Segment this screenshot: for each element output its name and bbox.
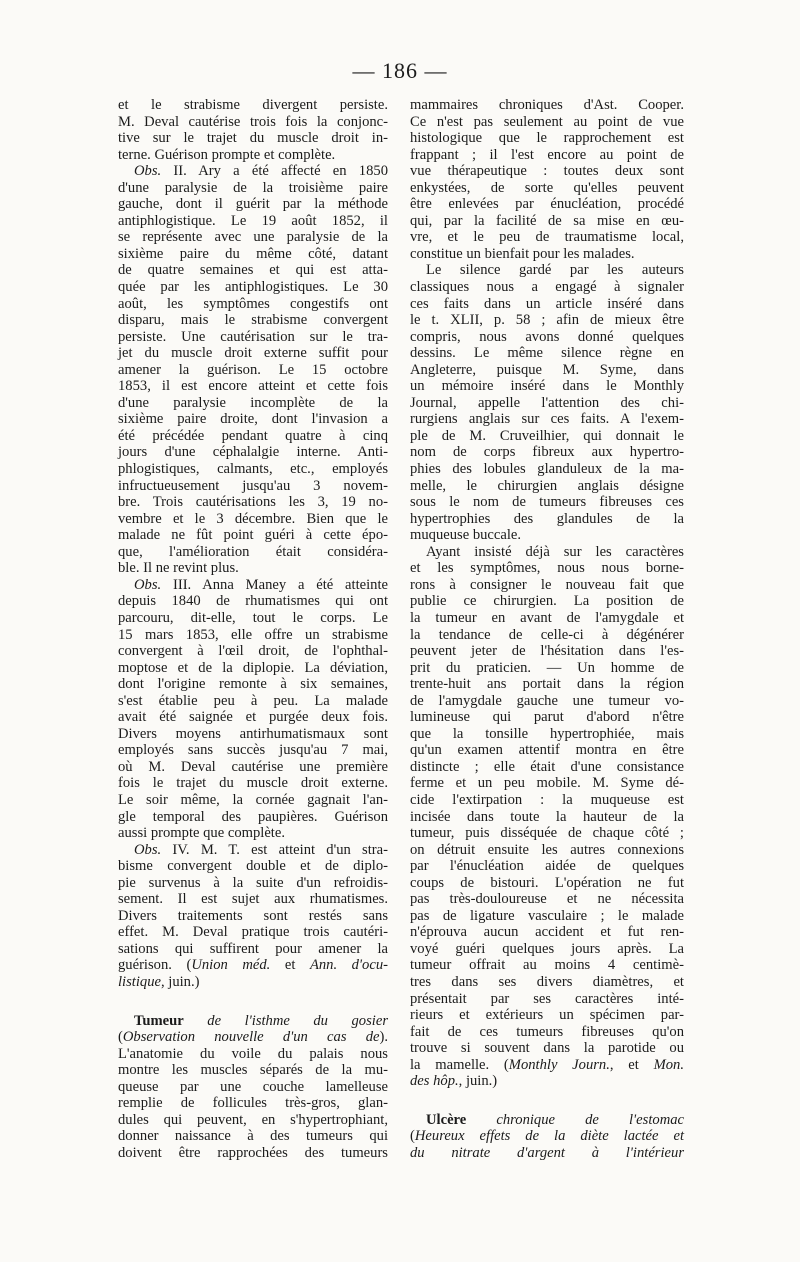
text-line: tive sur le trajet du muscle droit in- xyxy=(118,130,388,147)
text-line: L'anatomie du voile du palais nous xyxy=(118,1045,388,1062)
text-line: publie ce chirurgien. La position de xyxy=(410,593,684,610)
text-line: le t. XLII, p. 58 ; afin de mieux être xyxy=(410,312,684,329)
text-line: Le soir même, la cornée gagnait l'an- xyxy=(118,791,388,808)
text-line: ble. Il ne revint plus. xyxy=(118,560,239,577)
text-line: la tumeur en avant de l'amygdale et xyxy=(410,609,684,626)
text-line: voyé guéri quelques jours après. La xyxy=(410,940,684,957)
text-line: trouve si souvent dans la parotide ou xyxy=(410,1040,684,1057)
text-line: Angleterre, puisque M. Syme, dans xyxy=(410,361,684,378)
text-line: tumeur offrait au moins 4 centimè- xyxy=(410,957,684,974)
text-line: hypertrophies des glandules de la xyxy=(410,510,684,527)
text-line: histologique que le rapprochement est xyxy=(410,130,684,147)
text-line: la tendance de celle-ci à dégénérer xyxy=(410,626,684,643)
text-line: sous le nom de tumeurs fibreuses ces xyxy=(410,494,684,511)
text-line: s'est établie peu à peu. La malade xyxy=(118,692,388,709)
text-line: Tumeur de l'isthme du gosier xyxy=(134,1012,388,1029)
text-line: guérison. (Union méd. et Ann. d'ocu- xyxy=(118,957,388,974)
text-line: classiques nous a engagé à signaler xyxy=(410,279,684,296)
text-line: trente-huit ans portait dans la région xyxy=(410,676,684,693)
text-line: sement. Il est sujet aux rhumatismes. xyxy=(118,891,388,908)
text-line: gle temporal des paupières. Guérison xyxy=(118,808,388,825)
text-line: pas de ligature vasculaire ; le malade xyxy=(410,907,684,924)
text-line: phies des lobules glanduleux de la ma- xyxy=(410,461,684,478)
text-line: dont l'origine remonte à six semaines, xyxy=(118,676,388,693)
text-line: queuse par une couche lamelleuse xyxy=(118,1078,388,1095)
right-column xyxy=(410,97,684,1161)
text-line: où M. Deval cautérise une première xyxy=(118,758,388,775)
text-line: jet du muscle droit externe suffit pour xyxy=(118,345,388,362)
text-line: remplie de follicules très-gros, glan- xyxy=(118,1095,388,1112)
text-line: bisme convergent double et de diplo- xyxy=(118,858,388,875)
text-line: terne. Guérison prompte et complète. xyxy=(118,146,336,163)
text-line: de quatre semaines et qui est atta- xyxy=(118,262,388,279)
text-line: tres dans ses divers diamètres, et xyxy=(410,973,684,990)
text-line: malade ne fût point guéri à cette épo- xyxy=(118,527,388,544)
text-line: tumeur, puis disséquée de chaque côté ; xyxy=(410,825,684,842)
text-line: nom de corps fibreux aux hypertro- xyxy=(410,444,684,461)
text-line: sations qui suffirent pour amener la xyxy=(118,940,388,957)
text-line: phlogistiques, calmants, etc., employés xyxy=(118,461,388,478)
text-line: listique, juin.) xyxy=(118,973,200,990)
text-line: Ayant insisté déjà sur les caractères xyxy=(426,543,684,560)
text-line: et le strabisme divergent persiste. xyxy=(118,97,388,113)
text-line: prit du praticien. — Un homme de xyxy=(410,659,684,676)
text-line: avait été saignée et purgée deux fois. xyxy=(118,709,388,726)
page-number: — 186 — xyxy=(352,58,448,83)
text-line: (Observation nouvelle d'un cas de). xyxy=(118,1029,388,1046)
text-line: pie survenus à la suite d'un refroidis- xyxy=(118,874,388,891)
section-gap xyxy=(118,991,388,1013)
text-line: été précédée pendant quatre à cinq xyxy=(118,427,388,444)
text-line: ferme et un peu mobile. M. Syme dé- xyxy=(410,775,684,792)
text-line: ces faits dans un article inséré dans xyxy=(410,295,684,312)
text-line: qui, par la facilité de sa mise en œu- xyxy=(410,212,684,229)
text-line: antiphlogistique. Le 19 août 1852, il xyxy=(118,212,388,229)
text-line: persiste. Une cautérisation sur le tra- xyxy=(118,328,388,345)
text-line: lumineuse qui parut d'abord n'être xyxy=(410,709,684,726)
text-line: employés sans succès jusqu'au 7 mai, xyxy=(118,742,388,759)
text-line: vre, et le peu de traumatisme local, xyxy=(410,229,684,246)
text-line: Obs. IV. M. T. est atteint d'un stra- xyxy=(134,841,388,858)
text-line: Divers moyens antirhumatismaux sont xyxy=(118,725,388,742)
text-line: fois le trajet du muscle droit externe. xyxy=(118,775,388,792)
text-line: rieurs et extérieurs un spécimen par- xyxy=(410,1007,684,1024)
text-line: qu'un examen attentif montra en être xyxy=(410,742,684,759)
text-line: depuis 1840 de rhumatismes qui ont xyxy=(118,593,388,610)
text-line: pas très-douloureuse et ne nécessita xyxy=(410,891,684,908)
text-line: Obs. III. Anna Maney a été atteinte xyxy=(134,576,388,593)
section-gap xyxy=(410,1090,684,1112)
text-line: un mémoire inséré dans le Monthly xyxy=(410,378,684,395)
text-line: présentait par ses caractères inté- xyxy=(410,990,684,1007)
text-line: (Heureux effets de la diète lactée et xyxy=(410,1128,684,1145)
text-line: sixième paire droite, dont l'invasion a xyxy=(118,411,388,428)
text-line: aussi prompte que complète. xyxy=(118,825,285,842)
text-line: constitue un bienfait pour les malades. xyxy=(410,245,635,262)
text-line: 1853, il est encore atteint et cette fois xyxy=(118,378,388,395)
text-line: se représente avec une paralysie de la xyxy=(118,229,388,246)
text-line: vue thérapeutique : toutes deux sont xyxy=(410,163,684,180)
text-line: infructueusement jusqu'au 3 novem- xyxy=(118,477,388,494)
text-line: convergent à l'œil droit, de l'ophthal- xyxy=(118,643,388,660)
text-line: 15 mars 1853, elle offre un strabisme xyxy=(118,626,388,643)
text-line: n'éprouva aucun accident et fut ren- xyxy=(410,924,684,941)
text-line: distincte ; elle était d'une consistance xyxy=(410,758,684,775)
left-column xyxy=(118,97,388,1161)
text-line: Ulcère chronique de l'estomac xyxy=(426,1111,685,1128)
text-line: Ce n'est pas seulement au point de vue xyxy=(410,113,684,130)
text-line: compris, nous avons donné quelques xyxy=(410,328,684,345)
text-line: dules qui peuvent, en s'hypertrophiant, xyxy=(118,1111,388,1128)
text-line: rurgiens anglais sur ces faits. A l'exem- xyxy=(410,411,684,428)
text-line: parcouru, dit-elle, tout le corps. Le xyxy=(118,609,388,626)
text-line: Obs. II. Ary a été affecté en 1850 xyxy=(134,163,388,180)
text-line: on détruit ensuite les autres connexions xyxy=(410,841,684,858)
text-line: jours d'une céphalalgie interne. Anti- xyxy=(118,444,388,461)
text-line: peuvent jeter de l'hésitation dans l'es- xyxy=(410,643,684,660)
text-line: Le silence gardé par les auteurs xyxy=(426,262,684,279)
text-line: d'une paralysie incomplète de la xyxy=(118,394,388,411)
text-line: coups de bistouri. L'opération ne fut xyxy=(410,874,684,891)
text-line: gauche, dont il guérit par la méthode xyxy=(118,196,388,213)
text-line: fait de ces tumeurs fibreuses qu'on xyxy=(410,1023,684,1040)
text-line: mammaires chroniques d'Ast. Cooper. xyxy=(410,97,684,113)
text-line: que la tonsille hypertrophiée, mais xyxy=(410,725,684,742)
text-line: muqueuse buccale. xyxy=(410,527,522,544)
text-line: melle, le chirurgien anglais désigne xyxy=(410,477,684,494)
text-line: être enlevées par énucléation, procédé xyxy=(410,196,684,213)
text-line: sixième paire du même côté, datant xyxy=(118,245,388,262)
text-line: des hôp., juin.) xyxy=(410,1073,498,1090)
text-line: et les symptômes, nous nous borne- xyxy=(410,560,684,577)
text-line: amener la guérison. Le 15 octobre xyxy=(118,361,388,378)
text-line: par l'énucléation aidée de quelques xyxy=(410,858,684,875)
text-line: cide l'extirpation : la muqueuse est xyxy=(410,791,684,808)
text-line: vembre et le 3 décembre. Bien que le xyxy=(118,510,388,527)
text-line: enkystées, de sorte qu'elles peuvent xyxy=(410,179,684,196)
text-line: dessins. Le même silence règne en xyxy=(410,345,684,362)
text-line: doivent être rapprochées des tumeurs xyxy=(118,1144,388,1161)
text-line: août, les symptômes congestifs ont xyxy=(118,295,388,312)
text-line: M. Deval cautérise trois fois la conjonc- xyxy=(118,113,388,130)
text-line: frappant ; il l'est encore au point de xyxy=(410,146,684,163)
text-line: d'une paralysie de la troisième paire xyxy=(118,179,388,196)
text-line: ple de M. Cruveilhier, qui donnait le xyxy=(410,427,684,444)
text-line: quée par les antiphlogistiques. Le 30 xyxy=(118,279,388,296)
text-line: Divers traitements sont restés sans xyxy=(118,907,388,924)
text-line: Journal, appelle l'attention des chi- xyxy=(410,394,684,411)
text-line: que, l'amélioration était considéra- xyxy=(118,543,388,560)
text-line: la mamelle. (Monthly Journ., et Mon. xyxy=(410,1056,684,1073)
text-line: moptose et de la diplopie. La déviation, xyxy=(118,659,388,676)
text-line: montre les muscles séparés de la mu- xyxy=(118,1062,388,1079)
text-line: de l'amygdale gauche une tumeur vo- xyxy=(410,692,684,709)
text-line: incisée dans toute la hauteur de la xyxy=(410,808,684,825)
text-line: donner naissance à des tumeurs qui xyxy=(118,1128,388,1145)
text-line: bre. Trois cautérisations les 3, 19 no- xyxy=(118,494,388,511)
text-line: du nitrate d'argent à l'intérieur xyxy=(410,1144,684,1161)
text-line: rons à consigner le nouveau fait que xyxy=(410,576,684,593)
text-line: effet. M. Deval pratique trois cautéri- xyxy=(118,924,388,941)
text-line: disparu, mais le strabisme convergent xyxy=(118,312,388,329)
